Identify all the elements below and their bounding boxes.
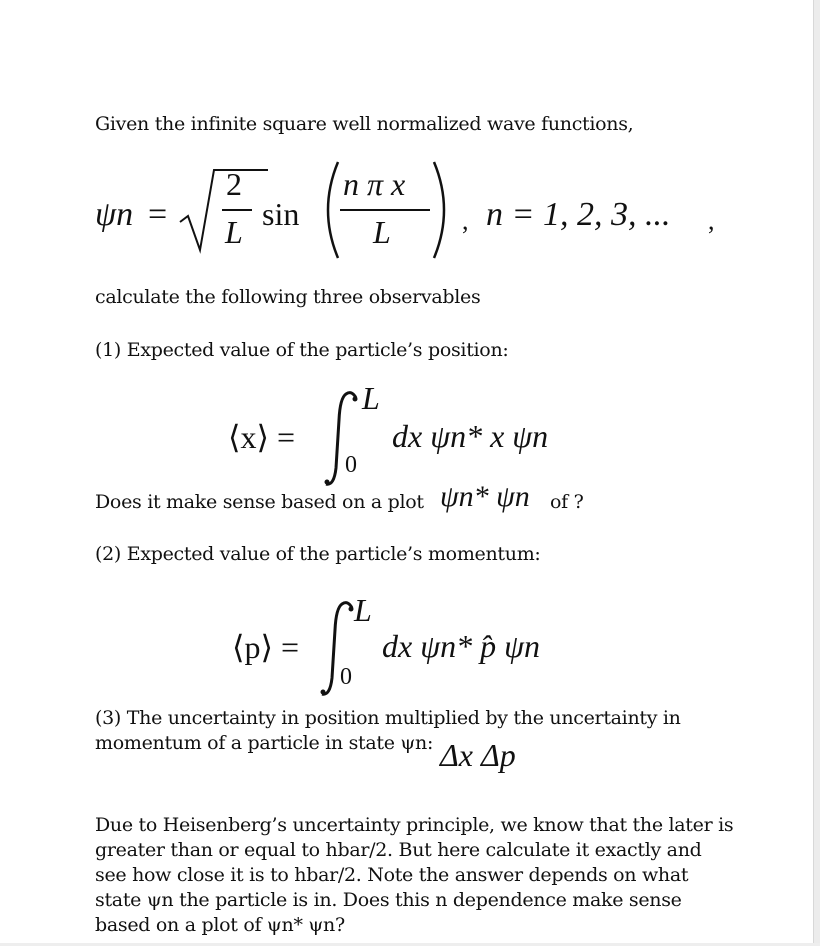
equals-sign: =	[148, 196, 168, 233]
sqrt-denominator: L	[225, 214, 243, 250]
sin-arg-numerator: n π x	[343, 166, 406, 202]
integral-sign	[318, 600, 358, 700]
check-text: Does it make sense based on a plot	[95, 491, 424, 513]
integral-lower-limit: 0	[340, 664, 352, 690]
n-range: n = 1, 2, 3, ...	[486, 196, 671, 233]
part3-line2: momentum of a particle in state ψn:	[95, 732, 434, 754]
right-paren	[428, 160, 458, 260]
sqrt-fraction-bar	[222, 209, 252, 211]
integral-upper-limit: L	[354, 592, 372, 628]
closing-paragraph: Due to Heisenberg’s uncertainty principle, we know that the later is greater than or equal to hbar/2. But here calculate it exactly and see how close it is to hbar/2. Note the answer depends on what state ψn the particle is in. Does this n dependence make sense based on a plot of ψn* ψn?	[95, 814, 734, 936]
check-tail: of ?	[550, 491, 584, 513]
page-edge	[813, 0, 820, 946]
sin-arg-fraction-bar	[340, 209, 430, 211]
sin-function: sin	[262, 196, 300, 232]
integral-upper-limit: L	[362, 380, 380, 416]
part2-heading: (2) Expected value of the particle’s momentum:	[95, 543, 541, 565]
uncertainty-product: Δx Δp	[440, 737, 516, 773]
equation-comma: ,	[462, 206, 469, 235]
part1-heading: (1) Expected value of the particle’s position:	[95, 339, 509, 361]
integral-lower-limit: 0	[345, 452, 357, 478]
trailing-comma: ,	[708, 206, 715, 235]
p-expectation-lhs: ⟨p⟩ =	[232, 629, 300, 665]
part3-line1: (3) The uncertainty in position multiplied by the uncertainty in	[95, 707, 681, 729]
momentum-integrand: dx ψn* p̂ ψn	[382, 628, 540, 664]
position-integrand: dx ψn* x ψn	[392, 418, 549, 454]
probability-density-expr: ψn* ψn	[440, 480, 530, 513]
sin-arg-denominator: L	[373, 214, 391, 250]
intro-text: Given the infinite square well normalized wave functions,	[95, 113, 634, 135]
task-text: calculate the following three observables	[95, 286, 481, 308]
psi-n: ψn	[95, 196, 134, 233]
x-expectation-lhs: ⟨x⟩ =	[228, 419, 296, 455]
sqrt-numerator: 2	[226, 166, 242, 202]
